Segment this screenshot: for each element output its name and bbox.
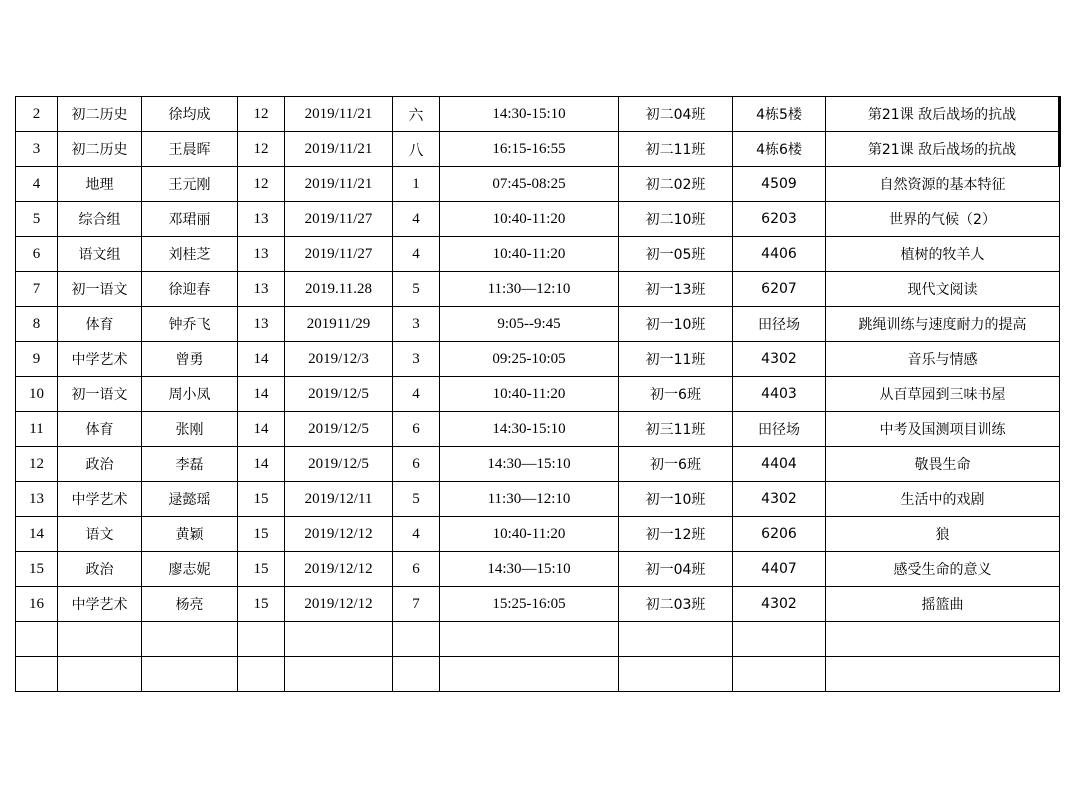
cell-row-number: 11 xyxy=(16,412,58,447)
cell-row-number: 10 xyxy=(16,377,58,412)
cell-row-number: 13 xyxy=(16,482,58,517)
cell-empty xyxy=(440,657,619,692)
cell-row-number: 3 xyxy=(16,132,58,167)
cell-room: 4302 xyxy=(733,587,826,622)
cell-lesson-topic: 植树的牧羊人 xyxy=(826,237,1060,272)
cell-empty xyxy=(393,657,440,692)
cell-row-number: 8 xyxy=(16,307,58,342)
cell-room: 6207 xyxy=(733,272,826,307)
cell-teacher-name: 周小凤 xyxy=(142,377,238,412)
cell-lesson-topic: 从百草园到三味书屋 xyxy=(826,377,1060,412)
schedule-table xyxy=(15,96,1061,692)
cell-week-number: 15 xyxy=(238,482,285,517)
table-row xyxy=(16,482,1060,517)
cell-subject-group: 综合组 xyxy=(58,202,142,237)
cell-lesson-topic: 生活中的戏剧 xyxy=(826,482,1060,517)
table-row xyxy=(16,517,1060,552)
cell-period: 4 xyxy=(393,237,440,272)
cell-row-number: 15 xyxy=(16,552,58,587)
cell-class-name: 初二10班 xyxy=(619,202,733,237)
cell-empty xyxy=(238,622,285,657)
cell-subject-group: 语文组 xyxy=(58,237,142,272)
cell-period: 4 xyxy=(393,202,440,237)
cell-period: 5 xyxy=(393,482,440,517)
cell-class-name: 初一10班 xyxy=(619,482,733,517)
cell-class-name: 初一6班 xyxy=(619,447,733,482)
cell-week-number: 15 xyxy=(238,552,285,587)
cell-period: 4 xyxy=(393,377,440,412)
table-row-empty xyxy=(16,657,1060,692)
cell-date: 2019/12/12 xyxy=(285,552,393,587)
cell-subject-group: 中学艺术 xyxy=(58,587,142,622)
cell-subject-group: 初二历史 xyxy=(58,132,142,167)
table-row xyxy=(16,237,1060,272)
cell-lesson-topic: 跳绳训练与速度耐力的提高 xyxy=(826,307,1060,342)
cell-empty xyxy=(733,622,826,657)
cell-class-name: 初三11班 xyxy=(619,412,733,447)
cell-teacher-name: 刘桂芝 xyxy=(142,237,238,272)
cell-lesson-topic: 现代文阅读 xyxy=(826,272,1060,307)
cell-class-name: 初一11班 xyxy=(619,342,733,377)
cell-row-number: 14 xyxy=(16,517,58,552)
cell-teacher-name: 黄颖 xyxy=(142,517,238,552)
cell-teacher-name: 廖志妮 xyxy=(142,552,238,587)
cell-week-number: 14 xyxy=(238,377,285,412)
cell-row-number: 16 xyxy=(16,587,58,622)
cell-empty xyxy=(826,657,1060,692)
table-row-empty xyxy=(16,622,1060,657)
cell-subject-group: 体育 xyxy=(58,412,142,447)
cell-week-number: 13 xyxy=(238,272,285,307)
cell-room: 4栋5楼 xyxy=(733,97,826,132)
cell-week-number: 15 xyxy=(238,587,285,622)
cell-time-slot: 10:40-11:20 xyxy=(440,517,619,552)
cell-lesson-topic: 第21课 敌后战场的抗战 xyxy=(826,132,1060,167)
table-row xyxy=(16,412,1060,447)
table-row xyxy=(16,97,1060,132)
cell-period: 6 xyxy=(393,552,440,587)
cell-period: 1 xyxy=(393,167,440,202)
cell-week-number: 12 xyxy=(238,132,285,167)
cell-class-name: 初一04班 xyxy=(619,552,733,587)
cell-subject-group: 政治 xyxy=(58,447,142,482)
cell-room: 4406 xyxy=(733,237,826,272)
cell-date: 2019/11/27 xyxy=(285,237,393,272)
cell-empty xyxy=(440,622,619,657)
cell-week-number: 13 xyxy=(238,307,285,342)
cell-date: 2019/12/12 xyxy=(285,587,393,622)
cell-time-slot: 14:30-15:10 xyxy=(440,97,619,132)
cell-date: 2019/12/3 xyxy=(285,342,393,377)
cell-room: 4403 xyxy=(733,377,826,412)
cell-period: 6 xyxy=(393,412,440,447)
table-row xyxy=(16,307,1060,342)
cell-class-name: 初二04班 xyxy=(619,97,733,132)
cell-date: 2019/12/12 xyxy=(285,517,393,552)
cell-room: 6203 xyxy=(733,202,826,237)
cell-week-number: 13 xyxy=(238,202,285,237)
cell-teacher-name: 王元刚 xyxy=(142,167,238,202)
table-row xyxy=(16,587,1060,622)
cell-period: 3 xyxy=(393,342,440,377)
cell-subject-group: 初二历史 xyxy=(58,97,142,132)
cell-row-number: 4 xyxy=(16,167,58,202)
cell-time-slot: 16:15-16:55 xyxy=(440,132,619,167)
cell-class-name: 初二11班 xyxy=(619,132,733,167)
table-row xyxy=(16,132,1060,167)
cell-empty xyxy=(238,657,285,692)
cell-lesson-topic: 感受生命的意义 xyxy=(826,552,1060,587)
cell-room: 4407 xyxy=(733,552,826,587)
cell-row-number: 9 xyxy=(16,342,58,377)
cell-subject-group: 地理 xyxy=(58,167,142,202)
cell-date: 2019.11.28 xyxy=(285,272,393,307)
cell-date: 2019/12/5 xyxy=(285,377,393,412)
cell-empty xyxy=(142,622,238,657)
cell-empty xyxy=(619,622,733,657)
cell-lesson-topic: 第21课 敌后战场的抗战 xyxy=(826,97,1060,132)
cell-period: 八 xyxy=(393,132,440,167)
cell-class-name: 初一12班 xyxy=(619,517,733,552)
cell-time-slot: 14:30-15:10 xyxy=(440,412,619,447)
cell-class-name: 初一6班 xyxy=(619,377,733,412)
cell-week-number: 14 xyxy=(238,447,285,482)
cell-empty xyxy=(826,622,1060,657)
cell-period: 4 xyxy=(393,517,440,552)
table-row xyxy=(16,447,1060,482)
cell-time-slot: 11:30—12:10 xyxy=(440,482,619,517)
cell-empty xyxy=(16,657,58,692)
cell-week-number: 14 xyxy=(238,342,285,377)
cell-time-slot: 10:40-11:20 xyxy=(440,237,619,272)
cell-time-slot: 9:05--9:45 xyxy=(440,307,619,342)
cell-period: 3 xyxy=(393,307,440,342)
cell-room: 田径场 xyxy=(733,412,826,447)
schedule-table-body xyxy=(16,97,1060,692)
table-row xyxy=(16,202,1060,237)
cell-lesson-topic: 自然资源的基本特征 xyxy=(826,167,1060,202)
cell-teacher-name: 徐均成 xyxy=(142,97,238,132)
cell-empty xyxy=(619,657,733,692)
cell-room: 4栋6楼 xyxy=(733,132,826,167)
cell-subject-group: 政治 xyxy=(58,552,142,587)
cell-week-number: 12 xyxy=(238,97,285,132)
cell-room: 4509 xyxy=(733,167,826,202)
cell-teacher-name: 李磊 xyxy=(142,447,238,482)
cell-empty xyxy=(58,657,142,692)
cell-empty xyxy=(285,622,393,657)
cell-week-number: 13 xyxy=(238,237,285,272)
cell-room: 4404 xyxy=(733,447,826,482)
table-row xyxy=(16,377,1060,412)
cell-empty xyxy=(393,622,440,657)
cell-time-slot: 15:25-16:05 xyxy=(440,587,619,622)
cell-empty xyxy=(733,657,826,692)
cell-subject-group: 中学艺术 xyxy=(58,342,142,377)
cell-period: 六 xyxy=(393,97,440,132)
cell-date: 2019/11/27 xyxy=(285,202,393,237)
table-row xyxy=(16,272,1060,307)
cell-time-slot: 14:30—15:10 xyxy=(440,552,619,587)
cell-room: 4302 xyxy=(733,482,826,517)
cell-date: 201911/29 xyxy=(285,307,393,342)
cell-class-name: 初一10班 xyxy=(619,307,733,342)
cell-room: 6206 xyxy=(733,517,826,552)
cell-time-slot: 10:40-11:20 xyxy=(440,377,619,412)
cell-lesson-topic: 中考及国测项目训练 xyxy=(826,412,1060,447)
cell-teacher-name: 逯懿瑶 xyxy=(142,482,238,517)
cell-week-number: 15 xyxy=(238,517,285,552)
cell-lesson-topic: 音乐与情感 xyxy=(826,342,1060,377)
cell-row-number: 6 xyxy=(16,237,58,272)
cell-row-number: 5 xyxy=(16,202,58,237)
cell-empty xyxy=(16,622,58,657)
cell-date: 2019/12/5 xyxy=(285,412,393,447)
cell-teacher-name: 钟乔飞 xyxy=(142,307,238,342)
cell-teacher-name: 王晨晖 xyxy=(142,132,238,167)
cell-lesson-topic: 世界的气候（2） xyxy=(826,202,1060,237)
cell-teacher-name: 邓珺丽 xyxy=(142,202,238,237)
table-row xyxy=(16,167,1060,202)
cell-date: 2019/12/5 xyxy=(285,447,393,482)
cell-date: 2019/11/21 xyxy=(285,97,393,132)
cell-period: 6 xyxy=(393,447,440,482)
cell-subject-group: 体育 xyxy=(58,307,142,342)
cell-row-number: 7 xyxy=(16,272,58,307)
cell-empty xyxy=(58,622,142,657)
cell-room: 田径场 xyxy=(733,307,826,342)
cell-date: 2019/11/21 xyxy=(285,167,393,202)
cell-time-slot: 09:25-10:05 xyxy=(440,342,619,377)
cell-week-number: 14 xyxy=(238,412,285,447)
cell-time-slot: 10:40-11:20 xyxy=(440,202,619,237)
table-row xyxy=(16,342,1060,377)
cell-period: 5 xyxy=(393,272,440,307)
cell-class-name: 初二03班 xyxy=(619,587,733,622)
cell-row-number: 2 xyxy=(16,97,58,132)
cell-empty xyxy=(142,657,238,692)
cell-subject-group: 语文 xyxy=(58,517,142,552)
cell-subject-group: 初一语文 xyxy=(58,272,142,307)
cell-lesson-topic: 摇篮曲 xyxy=(826,587,1060,622)
cell-lesson-topic: 狼 xyxy=(826,517,1060,552)
cell-class-name: 初二02班 xyxy=(619,167,733,202)
cell-lesson-topic: 敬畏生命 xyxy=(826,447,1060,482)
cell-subject-group: 初一语文 xyxy=(58,377,142,412)
cell-time-slot: 11:30—12:10 xyxy=(440,272,619,307)
cell-time-slot: 14:30—15:10 xyxy=(440,447,619,482)
cell-row-number: 12 xyxy=(16,447,58,482)
cell-period: 7 xyxy=(393,587,440,622)
cell-room: 4302 xyxy=(733,342,826,377)
cell-class-name: 初一13班 xyxy=(619,272,733,307)
cell-week-number: 12 xyxy=(238,167,285,202)
cell-empty xyxy=(285,657,393,692)
cell-class-name: 初一05班 xyxy=(619,237,733,272)
cell-teacher-name: 徐迎春 xyxy=(142,272,238,307)
table-row xyxy=(16,552,1060,587)
cell-date: 2019/11/21 xyxy=(285,132,393,167)
cell-teacher-name: 曾勇 xyxy=(142,342,238,377)
cell-date: 2019/12/11 xyxy=(285,482,393,517)
cell-subject-group: 中学艺术 xyxy=(58,482,142,517)
cell-time-slot: 07:45-08:25 xyxy=(440,167,619,202)
cell-teacher-name: 杨亮 xyxy=(142,587,238,622)
cell-teacher-name: 张刚 xyxy=(142,412,238,447)
